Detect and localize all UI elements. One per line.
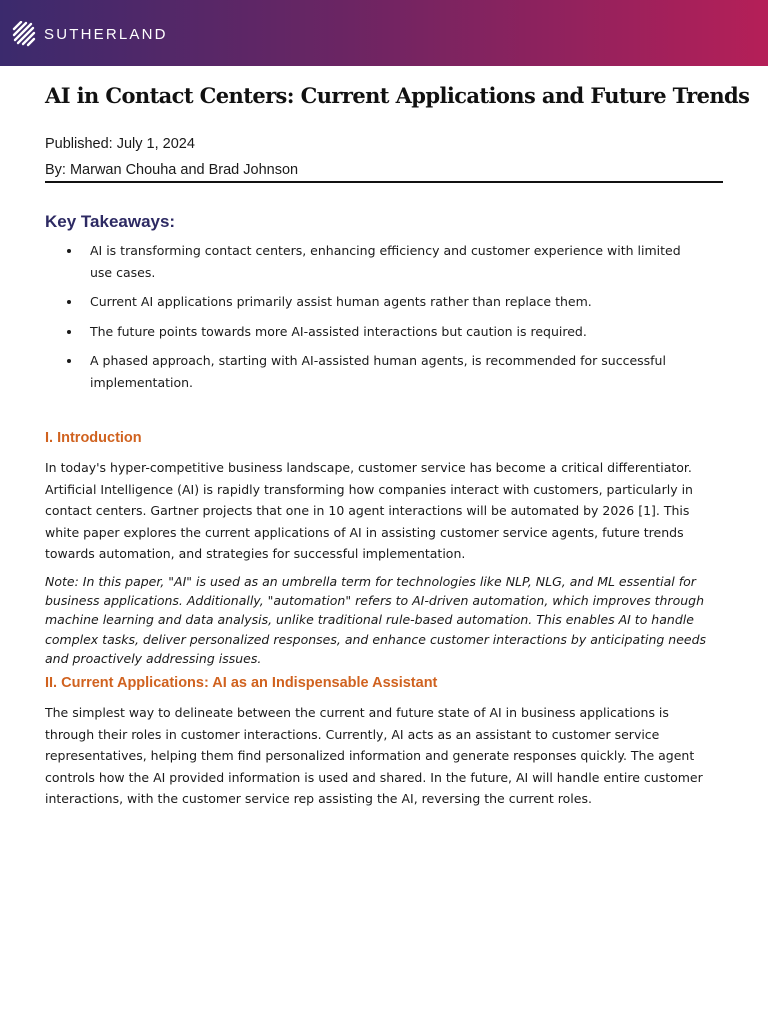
sutherland-stripes-logo-icon: [12, 21, 36, 47]
list-item: AI is transforming contact centers, enhancing efficiency and customer experience with limited use cases.: [45, 240, 705, 283]
key-takeaways-heading: Key Takeaways:: [45, 212, 176, 231]
introduction-note: Note: In this paper, "AI" is used as an umbrella term for technologies like NLP, NLG, and ML essential for business applications. Additionally, "automation" refers to AI-driven automation, which improves through machine learning and data analysis, unlike traditional rule-based automation. This enables AI to handle complex tasks, deliver personalized responses, and enhance customer interactions by anticipating needs and proactively addressing issues.: [45, 574, 707, 666]
brand-name: SUTHERLAND: [44, 25, 168, 43]
introduction-heading: I. Introduction: [45, 430, 142, 446]
header-divider: [45, 181, 723, 183]
document-title: AI in Contact Centers: Current Applications and Future Trends: [45, 83, 750, 108]
author-byline: By: Marwan Chouha and Brad Johnson: [45, 162, 299, 178]
current-applications-heading: II. Current Applications: AI as an Indispensable Assistant: [45, 675, 438, 691]
list-item: Current AI applications primarily assist human agents rather than replace them.: [45, 291, 705, 313]
introduction-paragraph: In today's hyper-competitive business landscape, customer service has become a critical differentiator. Artificial Intelligence (AI) is rapidly transforming how companies interact with customers, particularly in contact centers. Gartner projects that one in 10 agent interactions will be automated by 2026 [1]. This white paper explores the current applications of AI in assisting customer service agents, future trends towards automation, and strategies for successful implementation.: [45, 460, 693, 562]
key-takeaways-list: [45, 240, 705, 401]
header-banner: [0, 0, 768, 66]
current-applications-paragraph: The simplest way to delineate between the current and future state of AI in business applications is through their roles in customer interactions. Currently, AI acts as an assistant to customer service representatives, helping them find personalized information and generate responses quickly. The agent controls how the AI provided information is used and shared. In the future, AI will handle entire customer interactions, with the customer service rep assisting the AI, reversing the current roles.: [45, 705, 703, 807]
list-item: The future points towards more AI-assisted interactions but caution is required.: [45, 321, 705, 343]
list-item: A phased approach, starting with AI-assisted human agents, is recommended for successful implementation.: [45, 350, 705, 393]
published-date: Published: July 1, 2024: [45, 136, 195, 152]
brand-logo[interactable]: [12, 20, 168, 48]
